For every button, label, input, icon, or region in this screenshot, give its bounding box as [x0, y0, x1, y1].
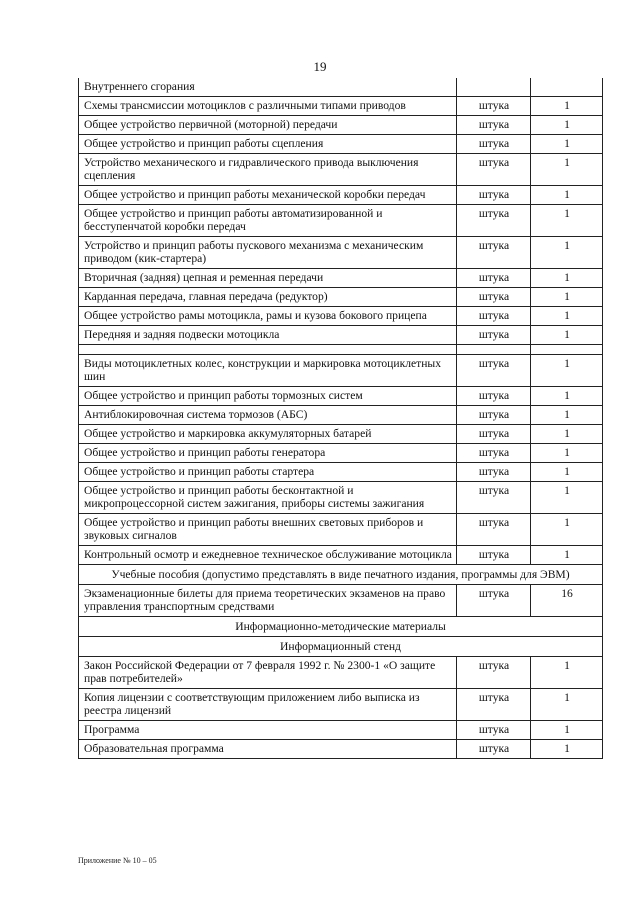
- item-name-cell: Устройство механического и гидравлического привода выключения сцепления: [79, 154, 457, 186]
- unit-cell: [457, 78, 531, 97]
- item-name-cell: Виды мотоциклетных колес, конструкции и маркировка мотоциклетных шин: [79, 355, 457, 387]
- quantity-cell: 1: [531, 546, 603, 565]
- quantity-cell: [531, 78, 603, 97]
- item-name-cell: Общее устройство и маркировка аккумуляторных батарей: [79, 425, 457, 444]
- table-row: [79, 546, 603, 565]
- quantity-cell: 1: [531, 689, 603, 721]
- unit-cell: штука: [457, 288, 531, 307]
- unit-cell: штука: [457, 585, 531, 617]
- table-row: [79, 205, 603, 237]
- table-row: [79, 288, 603, 307]
- table-row: [79, 387, 603, 406]
- section-header-row: [79, 637, 603, 657]
- quantity-cell: 1: [531, 721, 603, 740]
- item-name-cell: Общее устройство и принцип работы бесконтактной и микропроцессорной систем зажигания, приборы системы зажигания: [79, 482, 457, 514]
- unit-cell: штука: [457, 97, 531, 116]
- table-row: [79, 78, 603, 97]
- table-row: [79, 425, 603, 444]
- section-header-row: [79, 617, 603, 637]
- section-header-cell: Учебные пособия (допустимо представлять в виде печатного издания, программы для ЭВМ): [79, 565, 603, 585]
- quantity-cell: 1: [531, 288, 603, 307]
- item-name-cell: Общее устройство и принцип работы механической коробки передач: [79, 186, 457, 205]
- item-name-cell: Карданная передача, главная передача (редуктор): [79, 288, 457, 307]
- item-name-cell: Закон Российской Федерации от 7 февраля 1992 г. № 2300-1 «О защите прав потребителей»: [79, 657, 457, 689]
- unit-cell: штука: [457, 689, 531, 721]
- page-footer: Приложение № 10 – 05: [78, 856, 157, 865]
- table-row: [79, 135, 603, 154]
- quantity-cell: 1: [531, 514, 603, 546]
- unit-cell: штука: [457, 269, 531, 288]
- quantity-cell: 1: [531, 326, 603, 345]
- table-row: [79, 689, 603, 721]
- table-row: [79, 585, 603, 617]
- item-name-cell: Общее устройство и принцип работы внешних световых приборов и звуковых сигналов: [79, 514, 457, 546]
- item-name-cell: Вторичная (задняя) цепная и ременная передачи: [79, 269, 457, 288]
- item-name-cell: Образовательная программа: [79, 740, 457, 759]
- item-name-cell: Общее устройство и принцип работы автоматизированной и бесступенчатой коробки передач: [79, 205, 457, 237]
- quantity-cell: 1: [531, 387, 603, 406]
- item-name-cell: Общее устройство первичной (моторной) передачи: [79, 116, 457, 135]
- item-name-cell: Антиблокировочная система тормозов (АБС): [79, 406, 457, 425]
- table-row: [79, 237, 603, 269]
- quantity-cell: 1: [531, 406, 603, 425]
- item-name-cell: Программа: [79, 721, 457, 740]
- table-cell-empty: [79, 345, 457, 355]
- table-row-blank: [79, 345, 603, 355]
- quantity-cell: 1: [531, 237, 603, 269]
- item-name-cell: Внутреннего сгорания: [79, 78, 457, 97]
- item-name-cell: Общее устройство и принцип работы генератора: [79, 444, 457, 463]
- equipment-table-container: [78, 78, 602, 759]
- item-name-cell: Схемы трансмиссии мотоциклов с различными типами приводов: [79, 97, 457, 116]
- quantity-cell: 1: [531, 425, 603, 444]
- table-cell-empty: [531, 345, 603, 355]
- item-name-cell: Общее устройство и принцип работы стартера: [79, 463, 457, 482]
- table-row: [79, 97, 603, 116]
- item-name-cell: Экзаменационные билеты для приема теоретических экзаменов на право управления транспортным средствами: [79, 585, 457, 617]
- quantity-cell: 16: [531, 585, 603, 617]
- unit-cell: штука: [457, 326, 531, 345]
- table-row: [79, 116, 603, 135]
- item-name-cell: Общее устройство и принцип работы сцепления: [79, 135, 457, 154]
- section-header-cell: Информационный стенд: [79, 637, 603, 657]
- table-row: [79, 444, 603, 463]
- item-name-cell: Контрольный осмотр и ежедневное техническое обслуживание мотоцикла: [79, 546, 457, 565]
- unit-cell: штука: [457, 657, 531, 689]
- quantity-cell: 1: [531, 186, 603, 205]
- table-row: [79, 186, 603, 205]
- quantity-cell: 1: [531, 116, 603, 135]
- table-row: [79, 355, 603, 387]
- unit-cell: штука: [457, 186, 531, 205]
- table-row: [79, 154, 603, 186]
- quantity-cell: 1: [531, 444, 603, 463]
- quantity-cell: 1: [531, 740, 603, 759]
- equipment-table-body: [79, 78, 603, 759]
- table-row: [79, 721, 603, 740]
- quantity-cell: 1: [531, 154, 603, 186]
- unit-cell: штука: [457, 514, 531, 546]
- unit-cell: штука: [457, 721, 531, 740]
- unit-cell: штука: [457, 355, 531, 387]
- unit-cell: штука: [457, 463, 531, 482]
- unit-cell: штука: [457, 237, 531, 269]
- table-row: [79, 657, 603, 689]
- item-name-cell: Передняя и задняя подвески мотоцикла: [79, 326, 457, 345]
- item-name-cell: Общее устройство и принцип работы тормозных систем: [79, 387, 457, 406]
- table-row: [79, 482, 603, 514]
- table-row: [79, 269, 603, 288]
- quantity-cell: 1: [531, 355, 603, 387]
- unit-cell: штука: [457, 482, 531, 514]
- unit-cell: штука: [457, 444, 531, 463]
- table-row: [79, 514, 603, 546]
- unit-cell: штука: [457, 154, 531, 186]
- quantity-cell: 1: [531, 307, 603, 326]
- unit-cell: штука: [457, 387, 531, 406]
- quantity-cell: 1: [531, 97, 603, 116]
- page-number: 19: [313, 59, 327, 74]
- equipment-table: [78, 78, 603, 759]
- unit-cell: штука: [457, 205, 531, 237]
- table-row: [79, 326, 603, 345]
- table-row: [79, 463, 603, 482]
- quantity-cell: 1: [531, 205, 603, 237]
- quantity-cell: 1: [531, 657, 603, 689]
- table-row: [79, 406, 603, 425]
- unit-cell: штука: [457, 740, 531, 759]
- unit-cell: штука: [457, 116, 531, 135]
- table-row: [79, 740, 603, 759]
- quantity-cell: 1: [531, 269, 603, 288]
- unit-cell: штука: [457, 307, 531, 326]
- section-header-row: [79, 565, 603, 585]
- quantity-cell: 1: [531, 482, 603, 514]
- section-header-cell: Информационно-методические материалы: [79, 617, 603, 637]
- unit-cell: штука: [457, 135, 531, 154]
- item-name-cell: Общее устройство рамы мотоцикла, рамы и кузова бокового прицепа: [79, 307, 457, 326]
- unit-cell: штука: [457, 425, 531, 444]
- unit-cell: штука: [457, 546, 531, 565]
- item-name-cell: Копия лицензии с соответствующим приложением либо выписка из реестра лицензий: [79, 689, 457, 721]
- unit-cell: штука: [457, 406, 531, 425]
- quantity-cell: 1: [531, 463, 603, 482]
- table-cell-empty: [457, 345, 531, 355]
- table-row: [79, 307, 603, 326]
- quantity-cell: 1: [531, 135, 603, 154]
- item-name-cell: Устройство и принцип работы пускового механизма с механическим приводом (кик-стартера): [79, 237, 457, 269]
